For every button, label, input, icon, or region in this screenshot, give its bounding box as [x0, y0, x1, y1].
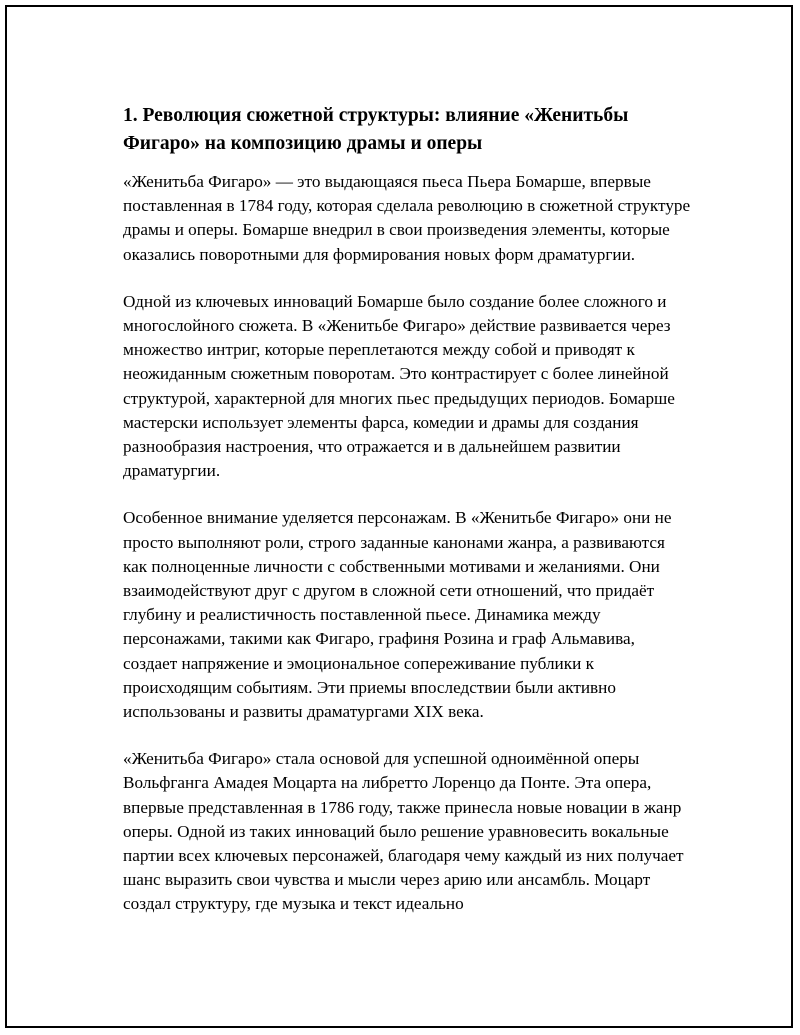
paragraph-4: «Женитьба Фигаро» стала основой для успешной одноимённой оперы Вольфганга Амадея Моцарта на либретто Лоренцо да Понте. Эта опера, впервые представленная в 1786 году, также принесла новые новации в жанр оперы. Одной из таких инноваций было решение уравновесить вокальные партии всех ключевых персонажей, благодаря чему каждый из них получает шанс выразить свои чувства и мысли через арию или ансамбль. Моцарт создал структуру, где музыка и текст идеально [123, 749, 684, 914]
paragraph-3: Особенное внимание уделяется персонажам. В «Женитьбе Фигаро» они не просто выполняют роли, строго заданные канонами жанра, а развиваются как полноценные личности с собственными мотивами и желаниями. Они взаимодействуют друг с другом в сложной сети отношений, что придаёт глубину и реалистичность поставленной пьесе. Динамика между персонажами, такими как Фигаро, графиня Розина и граф Альмавива, создает напряжение и эмоциональное сопереживание публики к происходящим событиям. Эти приемы впоследствии были активно использованы и развиты драматургами XIX века. [123, 508, 672, 722]
document-body [123, 102, 693, 940]
paragraph-1: «Женитьба Фигаро» — это выдающаяся пьеса Пьера Бомарше, впервые поставленная в 1784 году, которая сделала революцию в сюжетной структуре драмы и оперы. Бомарше внедрил в свои произведения элементы, которые оказались поворотными для формирования новых форм драматургии. [123, 172, 691, 264]
document-page [5, 5, 793, 1028]
section-heading: 1. Революция сюжетной структуры: влияние «Женитьбы Фигаро» на композицию драмы и оперы [123, 105, 629, 154]
paragraph-2: Одной из ключевых инноваций Бомарше было создание более сложного и многослойного сюжета. В «Женитьбе Фигаро» действие развивается через множество интриг, которые переплетаются между собой и приводят к неожиданным сюжетным поворотам. Это контрастирует с более линейной структурой, характерной для многих пьес предыдущих периодов. Бомарше мастерски использует элементы фарса, комедии и драмы для создания разнообразия настроения, что отражается и в дальнейшем развитии драматургии. [123, 291, 675, 481]
